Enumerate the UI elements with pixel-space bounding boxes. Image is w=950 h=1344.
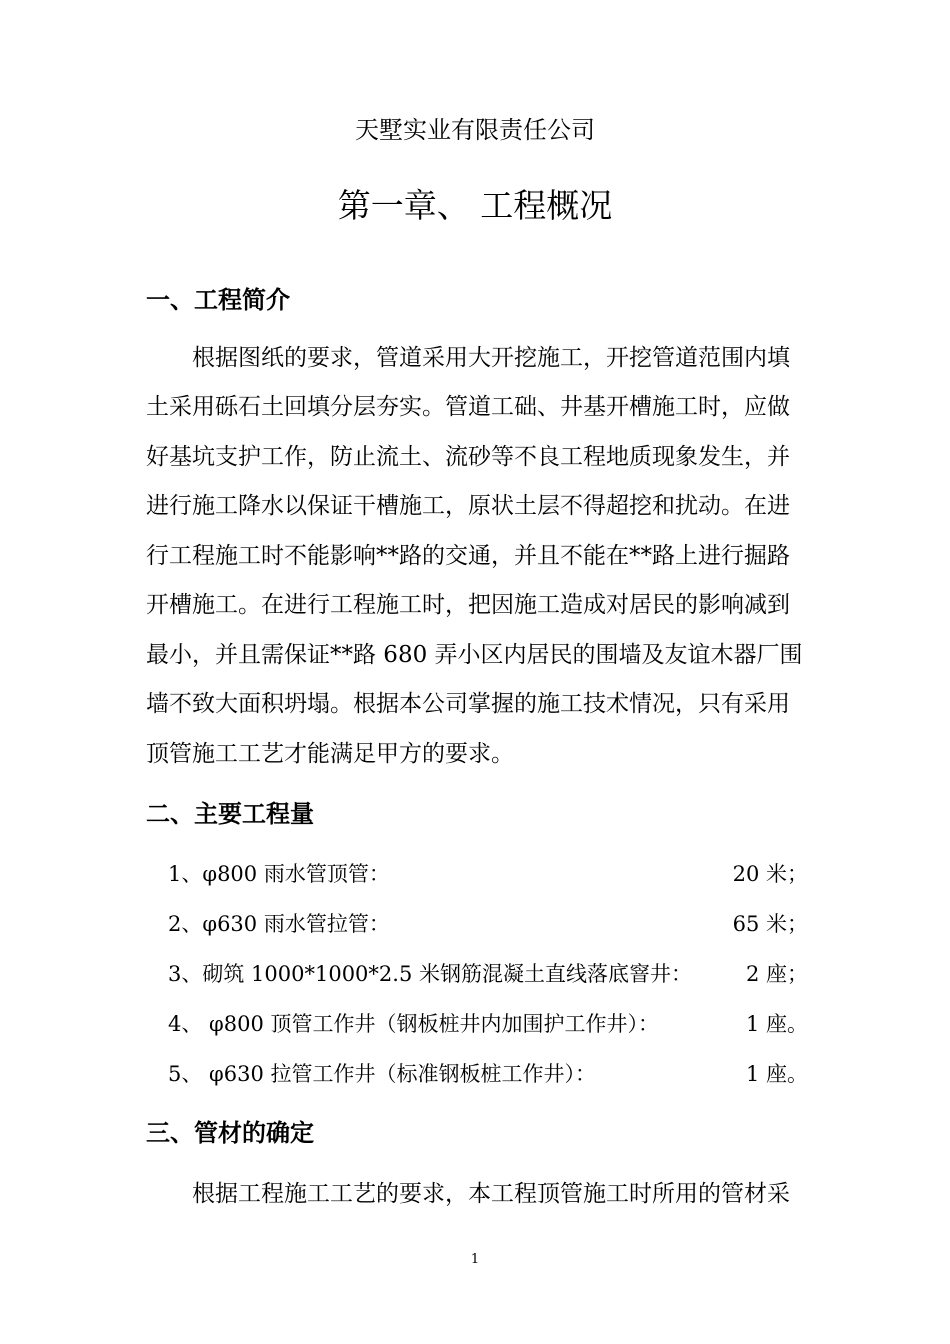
quantity-item-label: 4、 φ800 顶管工作井（钢板桩井内加围护工作井）： <box>168 1012 659 1036</box>
quantity-item-label: 5、 φ630 拉管工作井（标准钢板桩工作井）： <box>168 1062 596 1086</box>
chapter-title: 第一章、 工程概况 <box>337 186 613 225</box>
paragraph-line: 最小，并且需保证**路 680 弄小区内居民的围墙及友谊木器厂围 <box>146 642 803 668</box>
quantity-item-value: 2 座； <box>745 962 808 986</box>
paragraph-line: 进行施工降水以保证干槽施工，原状土层不得超挖和扰动。在进 <box>146 493 790 519</box>
paragraph-line: 土采用砾石土回填分层夯实。管道工础、井基开槽施工时，应做 <box>146 394 790 420</box>
quantity-item-value: 1 座。 <box>745 1012 808 1036</box>
quantity-item-label: 3、砌筑 1000*1000*2.5 米钢筋混凝土直线落底窨井： <box>168 962 692 986</box>
paragraph-line: 根据工程施工工艺的要求，本工程顶管施工时所用的管材采 <box>192 1181 790 1207</box>
quantity-item-value: 1 座。 <box>745 1062 808 1086</box>
quantity-item-label: 1、φ800 雨水管顶管： <box>168 862 390 886</box>
page-number: 1 <box>470 1252 480 1267</box>
section-heading-pipe-material: 三、管材的确定 <box>146 1119 314 1147</box>
paragraph-line: 行工程施工时不能影响**路的交通，并且不能在**路上进行掘路 <box>146 543 790 569</box>
section-heading-quantities: 二、主要工程量 <box>146 800 314 828</box>
company-name: 天墅实业有限责任公司 <box>355 116 595 144</box>
section-heading-overview: 一、工程简介 <box>146 286 290 314</box>
quantity-item-value: 20 米； <box>732 862 808 886</box>
paragraph-line: 墙不致大面积坍塌。根据本公司掌握的施工技术情况，只有采用 <box>146 691 790 717</box>
quantity-item-value: 65 米； <box>732 912 808 936</box>
paragraph-line: 根据图纸的要求，管道采用大开挖施工，开挖管道范围内填 <box>192 345 790 371</box>
paragraph-line: 好基坑支护工作，防止流土、流砂等不良工程地质现象发生，并 <box>146 444 790 470</box>
paragraph-line: 顶管施工工艺才能满足甲方的要求。 <box>146 741 514 767</box>
paragraph-line: 开槽施工。在进行工程施工时，把因施工造成对居民的影响减到 <box>146 592 790 618</box>
quantity-item-label: 2、φ630 雨水管拉管： <box>168 912 390 936</box>
